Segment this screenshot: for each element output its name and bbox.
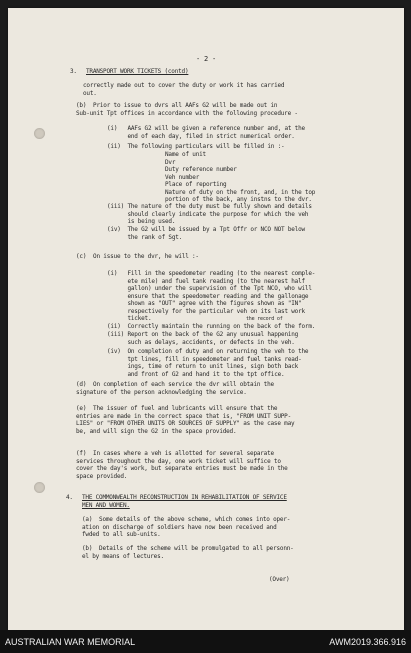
text-line: (i) Fill in the speedometer reading (to the nearest comple- — [107, 270, 316, 277]
text-line: ticket. — [107, 315, 152, 322]
text-line: respectively for the particular veh on its last work — [107, 307, 305, 315]
text-line: ensure that the speedometer reading and the gallonage — [107, 292, 309, 300]
text-line: out. — [83, 89, 97, 97]
para-3d — [76, 381, 274, 396]
text-line: Name of unit — [165, 151, 206, 158]
para-3e — [76, 405, 294, 435]
section-4-heading — [82, 494, 287, 509]
text-line: (iv) The G2 will be issued by a Tpt Offr or NCO NOT below — [107, 226, 305, 233]
para-3f — [76, 450, 288, 480]
text-line: such as delays, accidents, or defects in the veh. — [107, 338, 295, 346]
para-3c-i — [107, 270, 315, 323]
text-line: be, and will sign the G2 in the space provided. — [76, 427, 237, 435]
text-line: (iii) The nature of the duty must be fully shown and details — [107, 203, 312, 210]
para-3b-i — [107, 125, 305, 140]
text-line: LIES" or "FROM OTHER UNITS OR SOURCES OF SUPPLY" as the case may — [76, 420, 295, 427]
section-3-number: 3. — [70, 68, 77, 75]
text-line: (iii) Report on the back of the G2 any unusual happening — [107, 331, 299, 338]
section-4-number: 4. — [66, 494, 73, 501]
punch-hole — [34, 482, 45, 493]
text-line: end of each day, filed in strict numerical order. — [107, 132, 295, 140]
text-line: entries are made in the correct space that is, "FROM UNIT SUPP- — [76, 412, 291, 420]
text-line: tpt lines, fill in speedometer and fuel tanks read- — [107, 355, 302, 363]
text-line: fwded to all sub-units. — [82, 531, 161, 538]
text-line: (ii) The following particulars will be filled in :- — [107, 143, 285, 150]
text-line: signature of the person acknowledging the service. — [76, 388, 247, 396]
para-3c-ii — [107, 323, 315, 331]
handwritten-insertion: the record of — [246, 316, 283, 322]
page-number: - 2 - — [195, 55, 217, 63]
text-line: gallon) under the supervision of the Tpt NCO, who will — [107, 285, 312, 292]
text-line: Nature of duty on the front, and, in the top — [165, 188, 316, 196]
over-note: (Over) — [269, 576, 290, 583]
document-page — [8, 8, 404, 630]
para-3b-iv — [107, 226, 305, 241]
para-3b-iii — [107, 203, 312, 226]
punch-hole — [34, 128, 45, 139]
text-line: space provided. — [76, 472, 128, 480]
text-line: should clearly indicate the purpose for which the veh — [107, 210, 309, 218]
footer-institution: AUSTRALIAN WAR MEMORIAL — [5, 636, 136, 647]
text-line: the rank of Sgt. — [107, 233, 183, 241]
text-line: correctly made out to cover the duty or work it has carried — [83, 82, 285, 89]
text-line: Veh number — [165, 173, 200, 181]
text-line: is being used. — [107, 218, 176, 225]
para-3c-iii — [107, 331, 298, 346]
text-line: and front of G2 and hand it to the tpt office. — [107, 370, 285, 378]
text-line: (b) Details of the scheme will be promulgated to all personn- — [82, 545, 294, 552]
text-line: (a) Some details of the above scheme, which comes into oper- — [82, 516, 291, 523]
text-line: Place of reporting — [165, 181, 227, 188]
text-line: el by means of lectures. — [82, 552, 164, 560]
footer-accession-number: AWM2019.366.916 — [329, 636, 406, 647]
text-line: (i) AAFs G2 will be given a reference number and, at the — [107, 125, 305, 132]
particulars-list — [165, 151, 315, 204]
text-line: Dvr — [165, 158, 176, 166]
para-3b-ii — [107, 143, 284, 151]
text-line: Sub-unit Tpt offices in accordance with the following procedure - — [76, 109, 298, 117]
text-line: (d) On completion of each service the dvr will obtain the — [76, 381, 274, 388]
text-line: ings, time of return to unit lines, sign both back — [107, 363, 299, 370]
text-line: (b) Prior to issue to dvrs all AAFs G2 will be made out in — [76, 102, 278, 109]
text-line: (f) In cases where a veh is allotted for several separate — [76, 450, 274, 457]
text-line: ete mile) and fuel tank reading (to the nearest half — [107, 277, 305, 285]
text-line: ation on discharge of soldiers have now been received and — [82, 523, 277, 531]
text-line: MEN AND WOMEN. — [82, 501, 130, 509]
para-3b — [76, 102, 298, 117]
section-3-continuation — [83, 82, 284, 97]
para-4a — [82, 516, 290, 539]
text-line: THE COMMONWEALTH RECONSTRUCTION IN REHABILITATION OF SERVICE — [82, 494, 287, 501]
archive-footer — [0, 630, 411, 653]
para-3c-iv — [107, 348, 308, 378]
text-line: Duty reference number — [165, 166, 237, 173]
text-line: cover the day's work, but separate entries must be made in the — [76, 465, 288, 472]
para-4b — [82, 545, 294, 560]
section-3-heading: TRANSPORT WORK TICKETS (contd) — [86, 68, 189, 75]
text-line: (ii) Correctly maintain the running on the back of the form. — [107, 323, 316, 330]
text-line: portion of the back, any instns to the dvr. — [165, 196, 312, 203]
para-3c — [76, 253, 199, 261]
text-line: shown as "OUT" agree with the figures shown as "IN" — [107, 300, 302, 307]
text-line: (c) On issue to the dvr, he will :- — [76, 253, 199, 260]
text-line: (iv) On completion of duty and on returning the veh to the — [107, 348, 309, 355]
text-line: services throughout the day, one work ticket will suffice to — [76, 457, 281, 465]
text-line: (e) The issuer of fuel and lubricants will ensure that the — [76, 405, 278, 412]
